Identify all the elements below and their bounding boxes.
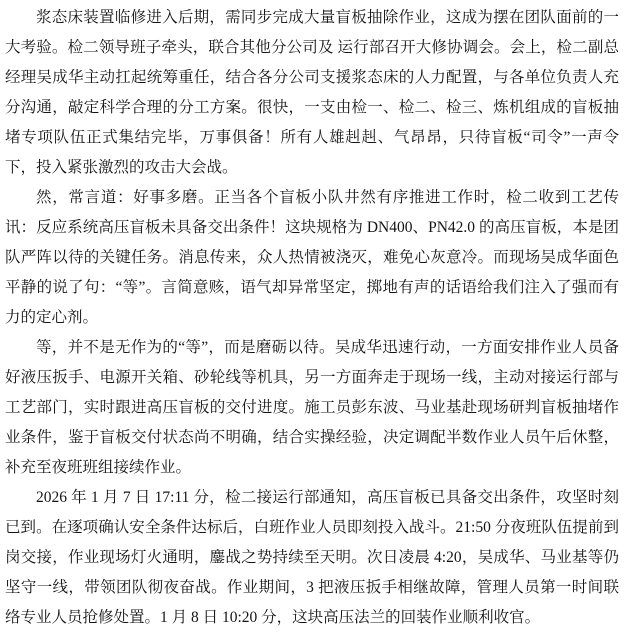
paragraph-1: 浆态床装置临修进入后期，需同步完成大量盲板抽除作业，这成为摆在团队面前的一大考验。检二领导班子牵头，联合其他分公司及 运行部召开大修协调会。会上，检二副总经理吴成华主动扛起统筹重任，结合各分公司支援浆态床的人力配置，与各单位负责人充分沟通，敲定科学合理的分工方案。很快，一支由检一、检二、检三、炼机组成的盲板抽堵专项队伍正式集结完毕，万事俱备！所有人雄赳赳、气昂昂，只待盲板“司令”一声令下，投入紧张激烈的攻击大会战。 — [5, 9, 619, 176]
paragraph-4: 2026 年 1 月 7 日 17:11 分，检二接运行部通知，高压盲板已具备交出条件，攻坚时刻已到。在逐项确认安全条件达标后，白班作业人员即刻投入战斗。21:50 分夜班队伍提前到岗交接，作业现场灯火通明，鏖战之势持续至天明。次日凌晨 4:20，吴成华、马业基等仍坚守一线，带领团队彻夜奋战。作业期间，3 把液压扳手相继故障，管理人员第一时间联络专业人员抢修处置。1 月 8 日 10:20 分，这块高压法兰的回装作业顺利收官。 — [5, 489, 619, 626]
paragraph-2: 然，常言道：好事多磨。正当各个盲板小队井然有序推进工作时，检二收到工艺传讯：反应系统高压盲板未具备交出条件！这块规格为 DN400、PN42.0 的高压盲板，本是团队严阵以待的关键任务。消息传来，众人热情被浇灭，难免心灰意冷。而现场吴成华面色平静的说了句：“等”。言简意赅，语气却异常坚定，掷地有声的话语给我们注入了强而有力的定心剂。 — [5, 189, 619, 326]
paragraph-3: 等，并不是无作为的“等”，而是磨砺以待。吴成华迅速行动，一方面安排作业人员备好液压扳手、电源开关箱、砂轮线等机具，另一方面奔走于现场一线，主动对接运行部与工艺部门，实时跟进高压盲板的交付进度。施工员彭东波、马业基赴现场研判盲板抽堵作业条件，鉴于盲板交付状态尚不明确，结合实操经验，决定调配半数作业人员午后休整，补充至夜班班组接续作业。 — [5, 339, 619, 476]
